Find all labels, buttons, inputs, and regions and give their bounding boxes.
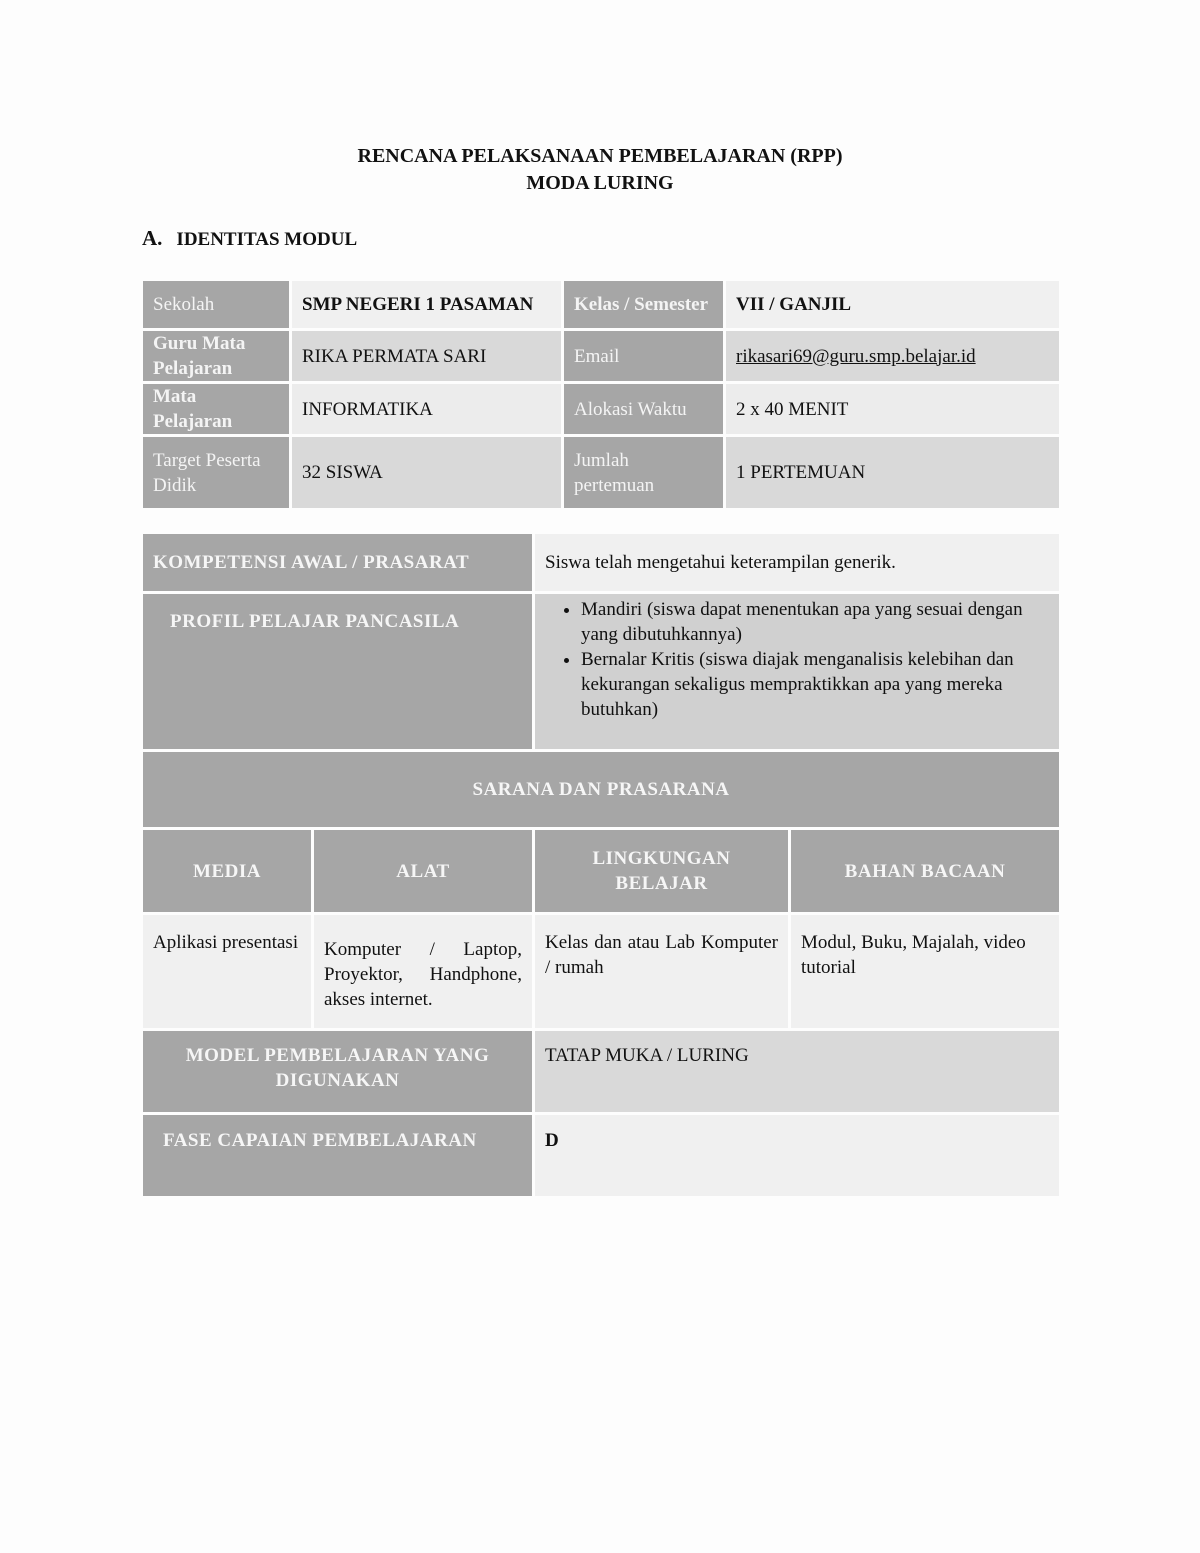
email-link[interactable]: rikasari69@guru.smp.belajar.id [736,345,976,367]
media-value: Aplikasi presentasi [142,914,313,1030]
alat-value: Komputer / Laptop, Proyektor, Handphone, akses internet. [313,914,534,1030]
sekolah-value: SMP NEGERI 1 PASAMAN [291,280,563,330]
identity-table [140,278,1062,511]
section-letter: A. [142,226,163,250]
kompetensi-value: Siswa telah mengetahui keterampilan generik. [534,533,1061,593]
guru-label: Guru Mata Pelajaran [142,330,291,383]
col-alat: ALAT [313,829,534,914]
target-label: Target Peserta Didik [142,436,291,510]
alokasi-value: 2 x 40 MENIT [725,383,1061,436]
model-label: MODEL PEMBELAJARAN YANG DIGUNAKAN [142,1030,534,1114]
col-media: MEDIA [142,829,313,914]
jumlah-value: 1 PERTEMUAN [725,436,1061,510]
document-subtitle: MODA LURING [526,172,674,194]
table-row [142,1114,1061,1198]
kompetensi-label: KOMPETENSI AWAL / PRASARAT [142,533,534,593]
table-row [142,593,1061,751]
table-row [142,436,1061,510]
mapel-value: INFORMATIKA [291,383,563,436]
table-row [142,533,1061,593]
email-cell [725,330,1061,383]
details-table [140,531,1062,1199]
table-row [142,1030,1061,1114]
lingkungan-value: Kelas dan atau Lab Komputer / rumah [534,914,790,1030]
table-row [142,330,1061,383]
fase-value: D [534,1114,1061,1198]
section-title: IDENTITAS MODUL [176,229,358,250]
document-title: RENCANA PELAKSANAAN PEMBELAJARAN (RPP) [357,145,843,167]
email-label: Email [563,330,725,383]
sarana-title: SARANA DAN PRASARANA [142,751,1061,829]
col-lingkungan: LINGKUNGAN BELAJAR [534,829,790,914]
profil-list [545,597,1049,722]
table-row [142,829,1061,914]
fase-label: FASE CAPAIAN PEMBELAJARAN [142,1114,534,1198]
profil-cell [534,593,1061,751]
jumlah-label: Jumlah pertemuan [563,436,725,510]
alokasi-label: Alokasi Waktu [563,383,725,436]
table-row [142,383,1061,436]
model-value: TATAP MUKA / LURING [534,1030,1061,1114]
target-value: 32 SISWA [291,436,563,510]
mapel-label: Mata Pelajaran [142,383,291,436]
section-heading [142,226,357,251]
table-row [142,280,1061,330]
kelas-value: VII / GANJIL [725,280,1061,330]
sekolah-label: Sekolah [142,280,291,330]
table-row [142,751,1061,829]
bahan-value: Modul, Buku, Majalah, video tutorial [790,914,1061,1030]
col-bahan: BAHAN BACAAN [790,829,1061,914]
kelas-label: Kelas / Semester [563,280,725,330]
guru-value: RIKA PERMATA SARI [291,330,563,383]
profil-label: PROFIL PELAJAR PANCASILA [142,593,534,751]
table-row [142,914,1061,1030]
list-item: • Bernalar Kritis (siswa diajak menganalisis kelebihan dan kekurangan sekaligus mempraktikkan apa yang mereka butuhkan) [581,647,1049,722]
list-item: • Mandiri (siswa dapat menentukan apa yang sesuai dengan yang dibutuhkannya) [581,597,1049,647]
